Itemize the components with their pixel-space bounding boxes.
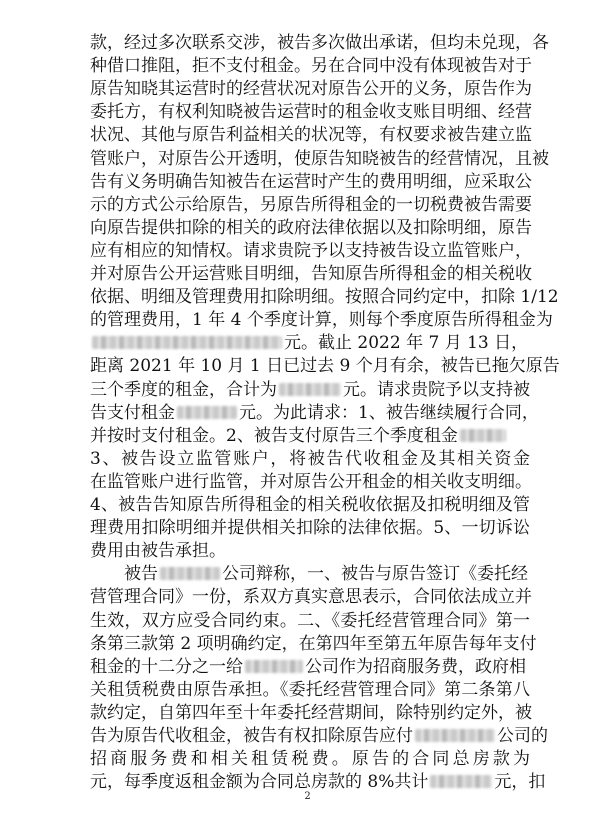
text-line xyxy=(90,332,530,354)
redaction-mark xyxy=(279,383,341,396)
text-line xyxy=(90,217,530,239)
text-line xyxy=(90,633,537,655)
redaction-mark xyxy=(92,336,282,349)
text-line xyxy=(90,425,530,447)
line-text: 3、被告设立监管账户，将被告代收租金及其相关资金 xyxy=(90,448,530,469)
line-text: 关租赁税费由原告承担。《委托经营管理合同》第二条第八 xyxy=(90,679,530,700)
line-text: 向原告提供扣除的相关的政府法律依据以及扣除明细，原告 xyxy=(90,217,532,238)
text-line xyxy=(90,586,530,608)
line-text: 应有相应的知情权。请求贵院予以支持被告设立监管账户， xyxy=(90,240,532,261)
line-text-after-redaction: 公司的 xyxy=(497,726,548,746)
text-line xyxy=(90,540,530,562)
line-text: 并对原告公开运营账目明细，告知原告所得租金的相关税收 xyxy=(90,264,532,284)
text-line xyxy=(90,148,549,170)
line-text: 依据、明细及管理费用扣除明细。按照合同约定中，扣除 1/12 xyxy=(90,287,559,308)
text-line xyxy=(90,355,560,377)
text-line xyxy=(90,78,530,100)
text-line xyxy=(90,309,553,331)
line-text-after-redaction: 元。为此请求：1、被告继续履行合同， xyxy=(239,402,539,423)
redaction-mark xyxy=(160,567,220,580)
line-text-before-redaction: 三个季度的租金，合计为 xyxy=(90,379,277,400)
line-text: 在监管账户进行监管，并对原告公开租金的相关收支明细。 xyxy=(90,471,532,492)
text-line xyxy=(90,124,530,146)
line-text: 费用由被告承担。 xyxy=(90,541,226,562)
redaction-mark xyxy=(460,429,506,442)
text-line xyxy=(90,771,546,793)
text-line xyxy=(90,563,530,585)
line-text: 告有义务明确告知被告在运营时产生的费用明细，应采取公 xyxy=(90,171,532,192)
line-text-before-redaction: 告支付租金 xyxy=(90,402,175,423)
text-line xyxy=(90,55,530,77)
text-line xyxy=(90,448,530,470)
line-text: 款，经过多次联系交涉，被告多次做出承诺，但均未兑现，各 xyxy=(90,33,549,53)
text-line xyxy=(90,194,530,216)
text-line xyxy=(90,471,530,493)
line-text-before-redaction: 被告 xyxy=(90,564,158,585)
text-line xyxy=(90,379,530,401)
line-text: 原告知晓其运营时的经营状况对原告公开的义务，原告作为 xyxy=(90,79,532,100)
text-line xyxy=(90,32,549,54)
text-line xyxy=(90,610,530,632)
text-line xyxy=(90,286,559,308)
text-line xyxy=(90,402,539,424)
text-line xyxy=(90,748,530,770)
line-text-before-redaction: 元，每季度返租金额为合同总房款的 8%共计 xyxy=(90,772,429,793)
text-line xyxy=(90,240,530,262)
line-text: 委托方，有权利知晓被告运营时的租金收支账目明细、经营 xyxy=(90,102,532,123)
redaction-mark xyxy=(177,406,237,419)
line-text-after-redaction: 元。截止 2022 年 7 月 13 日， xyxy=(284,333,529,354)
line-text-after-redaction: 公司作为招商服务费，政府相 xyxy=(305,656,526,677)
line-text: 招商服务费和相关租赁税费。原告的合同总房款为 xyxy=(90,749,530,770)
redaction-mark xyxy=(245,660,303,673)
text-line xyxy=(90,263,530,285)
line-text: 示的方式公示给原告，另原告所得租金的一切税费被告需要 xyxy=(90,194,532,215)
redaction-mark xyxy=(430,775,492,788)
text-line xyxy=(90,656,530,678)
text-line xyxy=(90,171,530,193)
line-text: 条第三款第 2 项明确约定，在第四年至第五年原告每年支付 xyxy=(90,633,537,654)
text-line xyxy=(90,679,530,701)
line-text-before-redaction: 告为原告代收租金，被告有权扣除原告应付 xyxy=(90,726,413,746)
line-text-before-redaction: 租金的十二分之一给 xyxy=(90,656,243,677)
line-text: 状况、其他与原告利益相关的状况等，有权要求被告建立监 xyxy=(90,125,532,146)
redaction-mark xyxy=(415,729,495,742)
text-line xyxy=(90,494,530,516)
line-text-before-redaction: 并按时支付租金。2、被告支付原告三个季度租金 xyxy=(90,425,458,446)
text-line xyxy=(90,517,530,539)
line-text: 4、被告告知原告所得租金的相关税收依据及扣税明细及管 xyxy=(90,495,530,515)
line-text: 的管理费用，1 年 4 个季度计算，则每个季度原告所得租金为 xyxy=(90,310,553,331)
line-text: 款约定，自第四年至十年委托经营期间，除特别约定外，被 xyxy=(90,702,532,723)
text-line xyxy=(90,101,530,123)
line-text: 营管理合同》一份，系双方真实意思表示，合同依法成立并 xyxy=(90,587,532,608)
line-text: 距离 2021 年 10 月 1 日已过去 9 个月有余，被告已拖欠原告 xyxy=(90,356,560,377)
text-line xyxy=(90,725,548,747)
line-text-after-redaction: 公司辩称，一、被告与原告签订《委托经 xyxy=(222,564,528,585)
text-line xyxy=(90,702,530,724)
line-text-after-redaction: 元，扣 xyxy=(494,772,546,793)
line-text: 种借口推阻，拒不支付租金。另在合同中没有体现被告对于 xyxy=(90,56,532,77)
line-text: 理费用扣除明细并提供相关扣除的法律依据。5、一切诉讼 xyxy=(90,518,530,539)
line-text-after-redaction: 元。请求贵院予以支持被 xyxy=(343,379,530,400)
line-text: 管账户，对原告公开透明，使原告知晓被告的经营情况，且被 xyxy=(90,148,549,169)
page-number: 2 xyxy=(304,791,311,802)
line-text: 生效，双方应受合同约束。二、《委托经营管理合同》第一 xyxy=(90,610,530,631)
